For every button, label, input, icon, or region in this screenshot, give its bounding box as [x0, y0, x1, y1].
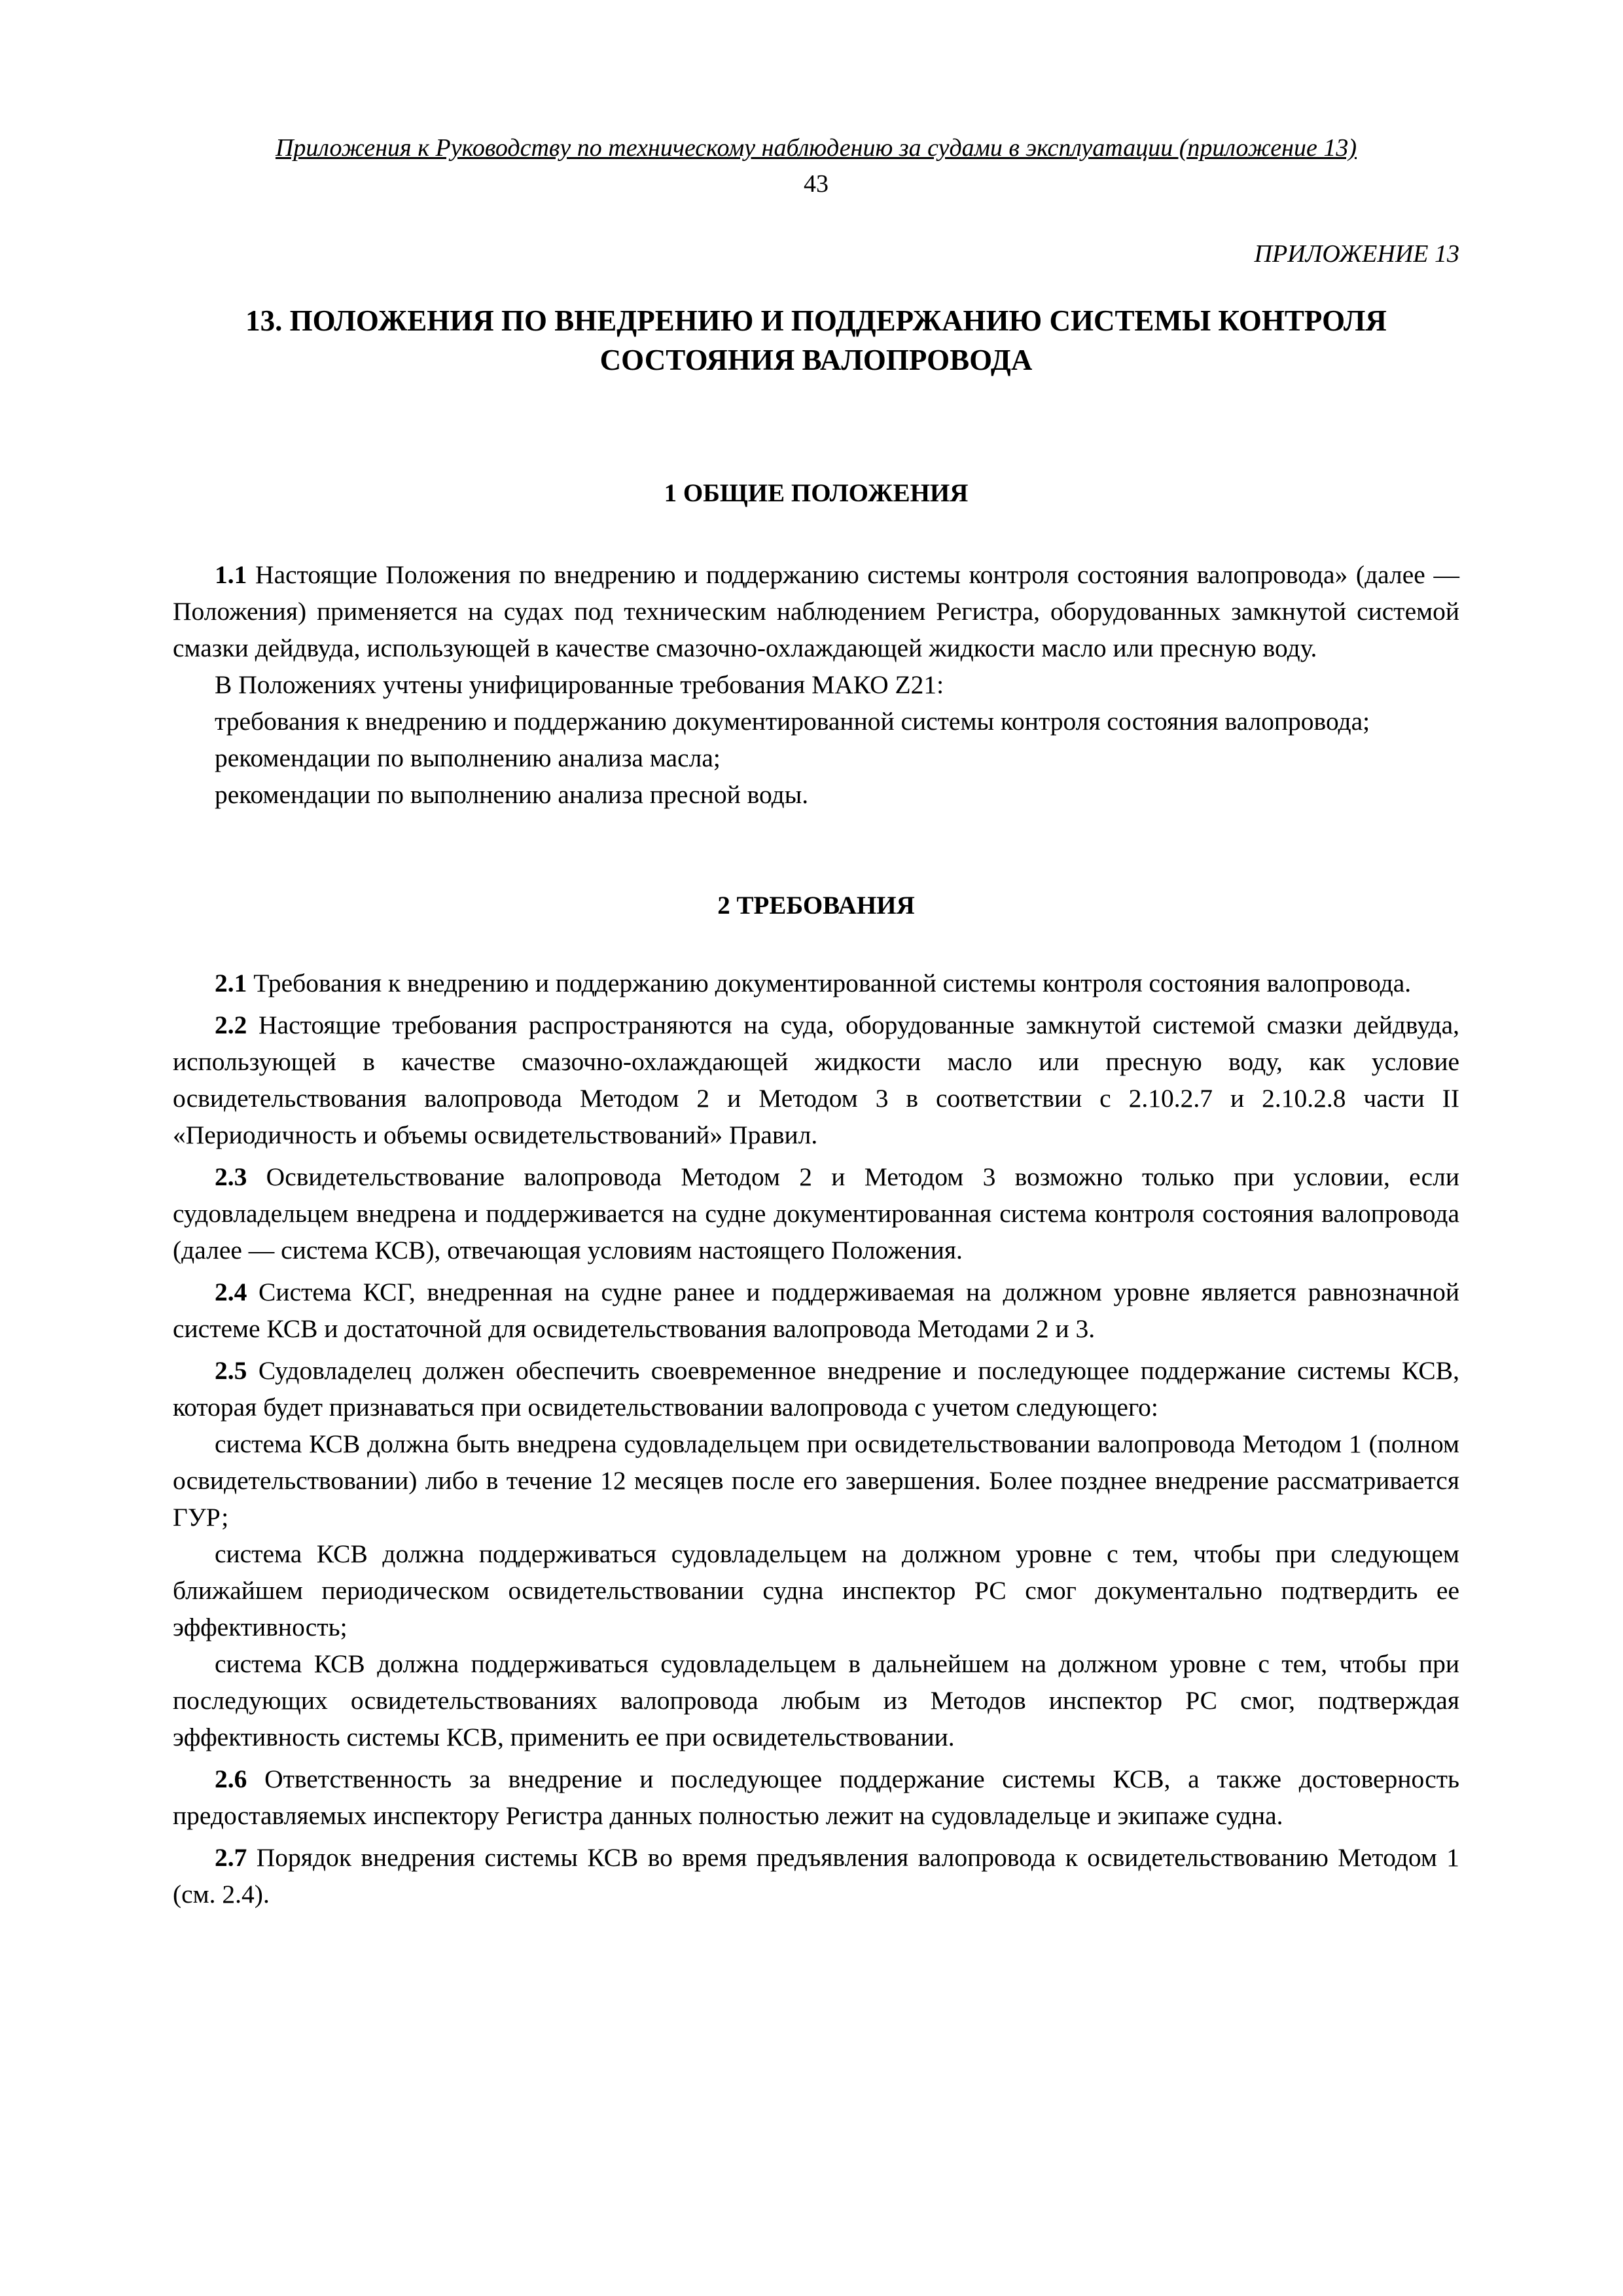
paragraph: [173, 1535, 1459, 1645]
document-title-line-2: СОСТОЯНИЯ ВАЛОПРОВОДА: [599, 344, 1033, 376]
paragraph-text: Настоящие Положения по внедрению и поддержанию системы контроля состояния валопровода» (далее — Положения) применяется на судах под техническим наблюдением Регистра, оборудованных замкнутой системой смазки дейдвуда, использующей в качестве смазочно-охлаждающей жидкости масло или пресную воду.: [173, 560, 1459, 662]
paragraph-text: Настоящие требования распространяются на суда, оборудованные замкнутой системой смазки дейдвуда, использующей в качестве смазочно-охлаждающей жидкости масло или пресную воду, как условие освидетельствования валопровода Методом 2 и Методом 3 в соответствии с 2.10.2.7 и 2.10.2.8 части II «Периодичность и объемы освидетельствований» Правил.: [173, 1011, 1459, 1149]
paragraph: [173, 1352, 1459, 1426]
paragraph-text: Судовладелец должен обеспечить своевременное внедрение и последующее поддержание системы КСВ, которая будет признаваться при освидетельствовании валопровода с учетом следующего:: [173, 1356, 1459, 1422]
paragraph: [173, 1839, 1459, 1912]
paragraph-number: 2.4: [215, 1278, 247, 1306]
paragraph-text: система КСВ должна поддерживаться судовладельцем в дальнейшем на должном уровне с тем, чтобы при последующих освидетельствованиях валопровода любым из Методов инспектор РС смог, подтверждая эффективность системы КСВ, применить ее при освидетельствовании.: [173, 1649, 1459, 1751]
paragraph-number: 2.3: [215, 1162, 247, 1191]
section-2-heading: 2 ТРЕБОВАНИЯ: [717, 891, 915, 920]
paragraph-text: система КСВ должна быть внедрена судовладельцем при освидетельствовании валопровода Методом 1 (полном освидетельствовании) либо в течение 12 месяцев после его завершения. Более позднее внедрение рассматривается ГУР;: [173, 1429, 1459, 1532]
paragraph-text: Требования к внедрению и поддержанию документированной системы контроля состояния валопровода.: [253, 969, 1412, 997]
section-1-body: [173, 556, 1459, 813]
paragraph-text: рекомендации по выполнению анализа масла;: [215, 744, 721, 772]
paragraph-number: 2.7: [215, 1843, 247, 1872]
paragraph-number: 2.5: [215, 1356, 247, 1385]
paragraph-number: 1.1: [215, 560, 247, 589]
paragraph-text: система КСВ должна поддерживаться судовладельцем на должном уровне с тем, чтобы при следующем ближайшем периодическом освидетельствовании судна инспектор РС смог документально подтвердить ее эффективность;: [173, 1539, 1459, 1641]
appendix-label: ПРИЛОЖЕНИЕ 13: [1254, 240, 1459, 268]
paragraph: [173, 1426, 1459, 1535]
paragraph: [173, 1158, 1459, 1268]
paragraph-number: 2.2: [215, 1011, 247, 1039]
paragraph-text: Освидетельствование валопровода Методом 2 и Методом 3 возможно только при условии, если судовладельцем внедрена и поддерживается на судне документированная система контроля состояния валопровода (далее — система КСВ), отвечающая условиям настоящего Положения.: [173, 1162, 1460, 1265]
paragraph: [173, 776, 1459, 813]
paragraph-text: Система КСГ, внедренная на судне ранее и поддерживаемая на должном уровне является равнозначной системе КСВ и достаточной для освидетельствования валопровода Методами 2 и 3.: [173, 1278, 1460, 1343]
paragraph-text: Порядок внедрения системы КСВ во время предъявления валопровода к освидетельствованию Методом 1 (см. 2.4).: [173, 1843, 1459, 1909]
running-header: Приложения к Руководству по техническому наблюдению за судами в эксплуатации (приложение 13): [275, 134, 1357, 162]
paragraph-text: Ответственность за внедрение и последующее поддержание системы КСВ, а также достоверность предоставляемых инспектору Регистра данных полностью лежит на судовладельце и экипаже судна.: [173, 1765, 1459, 1830]
paragraph: [173, 703, 1459, 740]
paragraph-text: В Положениях учтены унифицированные требования МАКО Z21:: [215, 670, 944, 699]
paragraph: [173, 1007, 1459, 1153]
paragraph: [173, 556, 1459, 666]
paragraph: [173, 1645, 1459, 1755]
section-2-body: [173, 965, 1459, 1912]
paragraph: [173, 1761, 1459, 1834]
page-number: 43: [804, 170, 829, 198]
document-title: [173, 301, 1459, 380]
paragraph: [173, 740, 1459, 776]
paragraph-number: 2.1: [215, 969, 247, 997]
document-title-line-1: 13. ПОЛОЖЕНИЯ ПО ВНЕДРЕНИЮ И ПОДДЕРЖАНИЮ СИСТЕМЫ КОНТРОЛЯ: [245, 304, 1387, 337]
paragraph-number: 2.6: [215, 1765, 247, 1793]
paragraph: [173, 965, 1459, 1001]
paragraph: [173, 1274, 1459, 1347]
paragraph: [173, 666, 1459, 703]
paragraph-text: требования к внедрению и поддержанию документированной системы контроля состояния валопровода;: [215, 707, 1370, 736]
paragraph-text: рекомендации по выполнению анализа пресной воды.: [215, 780, 809, 809]
document-page: [173, 131, 1459, 1912]
section-1-heading: 1 ОБЩИЕ ПОЛОЖЕНИЯ: [664, 479, 969, 507]
